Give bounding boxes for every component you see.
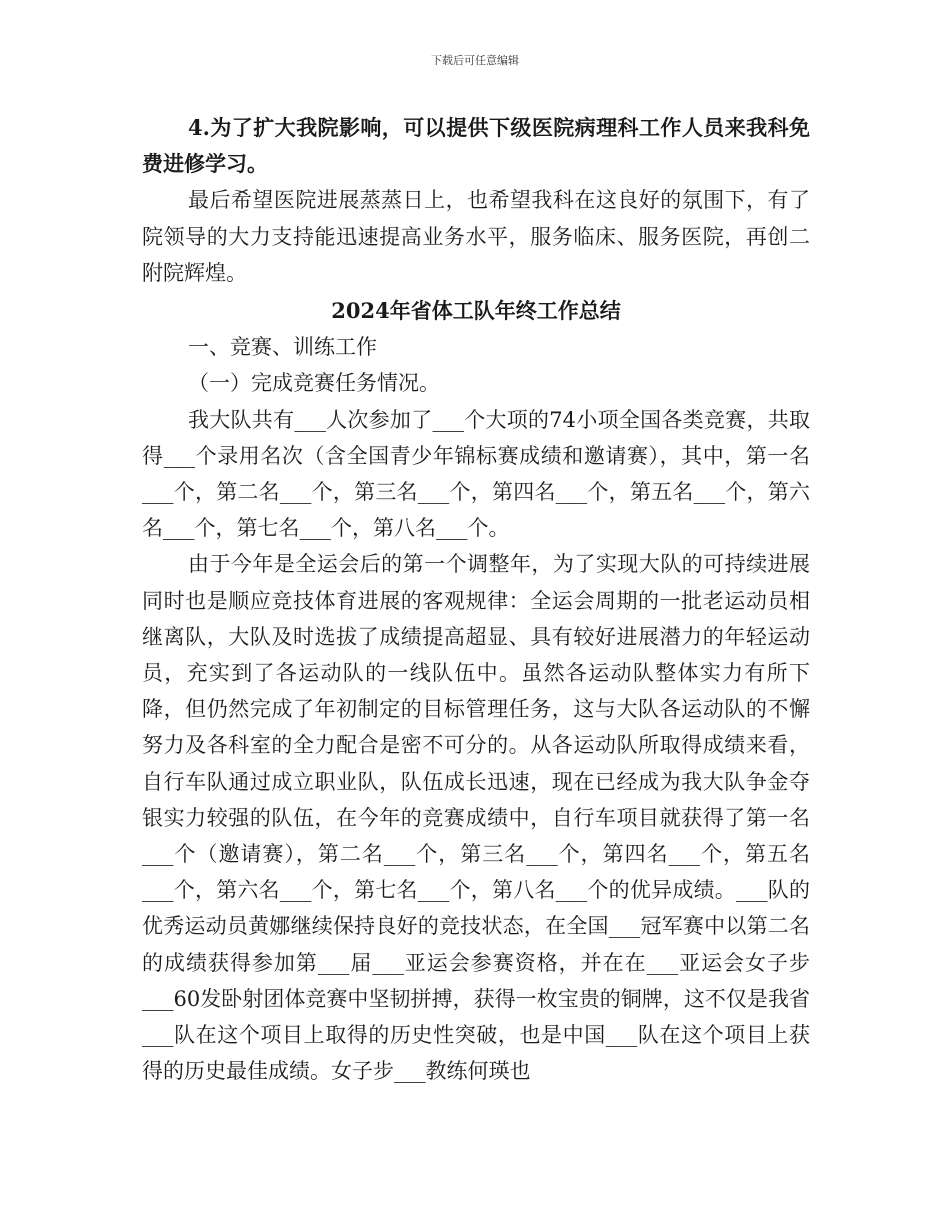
subsection-heading: （一）完成竞赛任务情况。 — [188, 371, 440, 396]
paragraph-improvement-item: 4.为了扩大我院影响，可以提供下级医院病理科工作人员来我科免费进修学习。 — [142, 115, 810, 177]
section-heading: 一、竞赛、训练工作 — [188, 335, 377, 360]
paragraph-competition-results: 我大队共有___人次参加了___个大项的74小项全国各类竞赛，共取得___个录用名次（含全国青少年锦标赛成绩和邀请赛），其中，第一名___个，第二名___个，第三名___个，第四名___个，第五名___个，第六名___个，第七名___个，第八名___个。 — [142, 407, 810, 541]
paragraph-team-analysis: 由于今年是全运会后的第一个调整年，为了实现大队的可持续进展同时也是顺应竞技体育进展的客观规律：全运会周期的一批老运动员相继离队，大队及时选拔了成绩提高超显、具有较好进展潜力的年轻运动员，充实到了各运动队的一线队伍中。虽然各运动队整体实力有所下降，但仍然完成了年初制定的目标管理任务，这与大队各运动队的不懈努力及各科室的全力配合是密不可分的。从各运动队所取得成绩来看，自行车队通过成立职业队，队伍成长迅速，现在已经成为我大队争金夺银实力较强的队伍，在今年的竞赛成绩中，自行车项目就获得了第一名___个（邀请赛），第二名___个，第三名___个，第四名___个，第五名___个，第六名___个，第七名___个，第八名___个的优异成绩。___队的优秀运动员黄娜继续保持良好的竞技状态，在全国___冠军赛中以第二名的成绩获得参加第___届___亚运会参赛资格，并在在___亚运会女子步___60发卧射团体竞赛中坚韧拼搏，获得一枚宝贵的铜牌，这不仅是我省___队在这个项目上取得的历史性突破，也是中国___队在这个项目上获得的历史最佳成绩。女子步___教练何瑛也 — [142, 552, 810, 1084]
document-body — [142, 110, 810, 1089]
paragraph-closing-wish: 最后希望医院进展蒸蒸日上，也希望我科在这良好的氛围下，有了院领导的大力支持能迅速提高业务水平，服务临床、服务医院，再创二附院辉煌。 — [142, 188, 810, 285]
document-title: 2024年省体工队年终工作总结 — [331, 298, 621, 324]
page-header: 下载后可任意编辑 — [431, 54, 519, 67]
